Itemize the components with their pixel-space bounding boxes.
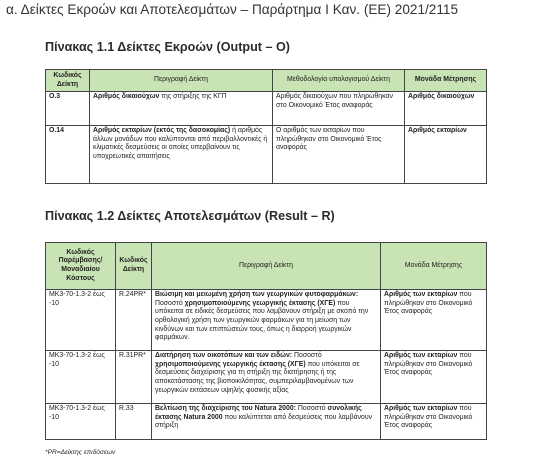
indicator-description [90, 92, 273, 126]
indicator-methodology: Αριθμός δικαιούχων που πληρώθηκαν στο Οικονομικό Έτος αναφοράς [273, 92, 405, 126]
table-row [46, 126, 487, 184]
description-part: Βιώσιμη και μειωμένη χρήση των γεωργικών φυτοφαρμάκων: [155, 291, 359, 298]
indicator-unit [381, 351, 487, 404]
indicator-description [90, 126, 273, 184]
description-part: Ποσοστό [155, 299, 185, 307]
indicator-description [152, 351, 381, 404]
description-part: συνολικής έκτασης Natura 2000 [155, 405, 362, 421]
indicator-unit: Αριθμός εκταρίων [405, 126, 487, 184]
table-row [46, 351, 487, 404]
description-bold: Αριθμός δικαιούχων [93, 93, 160, 100]
indicator-unit [381, 290, 487, 351]
intervention-code: ΜΚ3-70-1.3-2 έως -10 [46, 290, 116, 351]
description-part: που καλύπτεται από δεσμεύσεις που λαμβάνουν στήριξη [155, 413, 373, 430]
col-header-description: Περιγραφή Δείκτη [152, 243, 381, 290]
col-header-indicator-code: Κωδικός Δείκτη [116, 243, 152, 290]
indicator-description [152, 290, 381, 351]
footnote: *PR=Δείκτης επιδόσεων [45, 449, 116, 456]
intervention-code: ΜΚ3-70-1.3-2 έως -10 [46, 351, 116, 404]
table2-heading: Πίνακας 1.2 Δείκτες Αποτελεσμάτων (Result – R) [45, 209, 335, 223]
col-header-methodology: Μεθοδολογία υπολογισμού Δείκτη [273, 70, 405, 92]
indicator-methodology: Ο αριθμός των εκταρίων που πληρώθηκαν στο Οικονομικό Έτος αναφοράς [273, 126, 405, 184]
table-row [46, 404, 487, 440]
table-header-row [46, 243, 487, 290]
page-title: α. Δείκτες Εκροών και Αποτελεσμάτων – Παράρτημα Ι Καν. (ΕΕ) 2021/2115 [6, 2, 459, 17]
description-text: ή αριθμός άλλων μονάδων που καλύπτονται από περιβαλλοντικές ή κλιματικές δεσμεύσεις οι οποίες υπερβαίνουν τις υποχρεωτικές απαιτήσεις [93, 127, 268, 160]
description-bold: Αριθμός εκταρίων (εκτός της δασοκομίας) [93, 127, 231, 134]
description-part: Βελτίωση της διαχείρισης του Natura 2000: [155, 405, 296, 412]
table-row [46, 92, 487, 126]
unit-bold: Αριθμός των εκταρίων [384, 291, 458, 298]
col-header-unit: Μονάδα Μέτρησης [405, 70, 487, 92]
indicator-code: O.14 [46, 126, 90, 184]
unit-text: που πληρώθηκαν στο Οικονομικό Έτος αναφοράς [384, 291, 473, 316]
col-header-description: Περιγραφή Δείκτη [90, 70, 273, 92]
col-header-code: Κωδικός Δείκτη [46, 70, 90, 92]
indicator-code: R.24PR* [116, 290, 152, 351]
indicator-code: R.31PR* [116, 351, 152, 404]
table-row [46, 290, 487, 351]
description-part: που υπόκειται σε ειδικές δεσμεύσεις που λαμβάνουν στήριξη με σκοπό την ορθολογική χρήση των γεωργικών φαρμάκων για τη μείωση των κινδύνων και των επιπτώσεών τους, όπως η διαρροή γεωργικών φαρμάκων. [155, 299, 369, 342]
description-part: Ποσοστό [292, 352, 322, 359]
intervention-code: ΜΚ3-70-1.3-2 έως -10 [46, 404, 116, 440]
unit-bold: Αριθμός των εκταρίων [384, 405, 458, 412]
description-part: χρησιμοποιούμενης γεωργικής έκτασης (ΧΓΕ) [184, 299, 336, 307]
col-header-unit: Μονάδα Μέτρησης [381, 243, 487, 290]
unit-text: που πληρώθηκαν στο Οικονομικό Έτος αναφοράς [384, 405, 473, 430]
output-indicators-table [45, 69, 487, 184]
result-indicators-table [45, 242, 487, 440]
description-part: Διατήρηση των οικοτόπων και των ειδών: [155, 352, 293, 359]
indicator-unit: Αριθμός δικαιούχων [405, 92, 487, 126]
indicator-unit [381, 404, 487, 440]
table1-heading: Πίνακας 1.1 Δείκτες Εκροών (Output – O) [45, 40, 290, 54]
description-part: που υπόκειται σε δεσμεύσεις διαχείρισης για τη στήριξη της διατήρησης ή της αποκατάστασης της βιοποικιλότητας, συμπεριλαμβανομένων των γεωργικών εκτάσεων υψηλής φυσικής αξίας [155, 360, 360, 394]
indicator-code: O.3 [46, 92, 90, 126]
indicator-code: R.33 [116, 404, 152, 440]
unit-bold: Αριθμός των εκταρίων [384, 352, 458, 359]
description-part: Ποσοστό [295, 405, 328, 412]
description-part: χρησιμοποιούμενης γεωργικής έκτασης (ΧΓΕ) [155, 360, 306, 368]
unit-text: που πληρώθηκαν στο Οικονομικό Έτος αναφοράς [384, 352, 473, 377]
col-header-intervention-code: Κωδικός Παρέμβασης/ Μοναδιαίου Κόστους [46, 243, 116, 290]
indicator-description [152, 404, 381, 440]
description-text: της στήριξης της ΚΓΠ [159, 93, 227, 100]
table-header-row [46, 70, 487, 92]
